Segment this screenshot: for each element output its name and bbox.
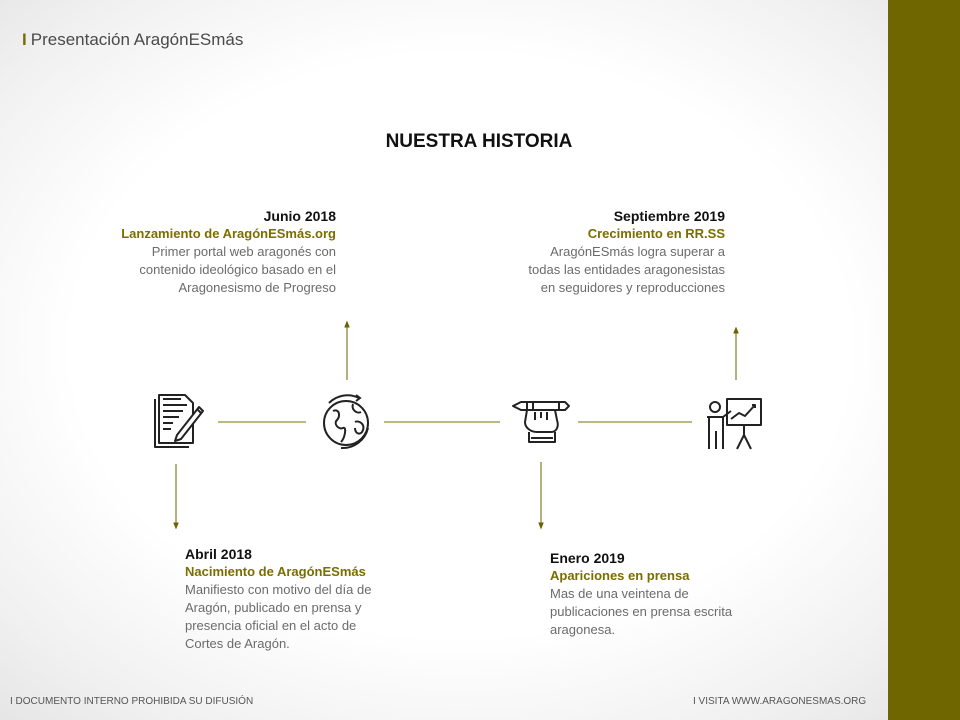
globe-icon [311, 386, 381, 456]
event-description-line: Aragón, publicado en prensa y [185, 600, 362, 615]
event-subtitle: Lanzamiento de AragónESmás.org [121, 226, 336, 241]
event-date: Junio 2018 [263, 208, 336, 224]
event-date: Enero 2019 [550, 550, 625, 566]
event-subtitle: Nacimiento de AragónESmás [185, 564, 366, 579]
event-abril-2018 [185, 545, 435, 653]
event-description-line: AragónESmás logra superar a [550, 244, 725, 259]
event-date: Septiembre 2019 [613, 208, 725, 224]
event-description-line: todas las entidades aragonesistas [528, 262, 725, 277]
event-subtitle: Apariciones en prensa [550, 568, 690, 583]
event-description-line: presencia oficial en el acto de [185, 618, 357, 633]
footer-right: I VISITA WWW.ARAGONESMAS.ORG [693, 696, 867, 707]
event-description-line: contenido ideológico basado en el [139, 262, 336, 277]
event-description-line: Cortes de Aragón. [185, 636, 290, 651]
event-description-line: publicaciones en prensa escrita [550, 604, 733, 619]
event-description-line: Primer portal web aragonés con [151, 244, 336, 259]
event-description-line: Mas de una veintena de [550, 586, 689, 601]
presentation-icon [697, 385, 767, 455]
title-text: Presentación AragónESmás [30, 30, 244, 49]
section-heading: NUESTRA HISTORIA [385, 131, 573, 152]
event-description-line: aragonesa. [550, 622, 616, 637]
document-pen-icon [143, 385, 213, 455]
hand-pen-icon [507, 388, 577, 458]
event-description-line: Manifiesto con motivo del día de [185, 582, 372, 597]
event-septiembre-2019 [466, 207, 725, 297]
title-marker: I [22, 30, 27, 49]
footer-left: I DOCUMENTO INTERNO PROHIBIDA SU DIFUSIÓN [10, 696, 254, 707]
event-junio-2018 [86, 207, 336, 297]
event-description-line: en seguidores y reproducciones [540, 280, 725, 295]
event-description-line: Aragonesismo de Progreso [178, 280, 336, 295]
event-date: Abril 2018 [185, 546, 252, 562]
event-subtitle: Crecimiento en RR.SS [587, 226, 725, 241]
event-enero-2019 [550, 549, 800, 639]
